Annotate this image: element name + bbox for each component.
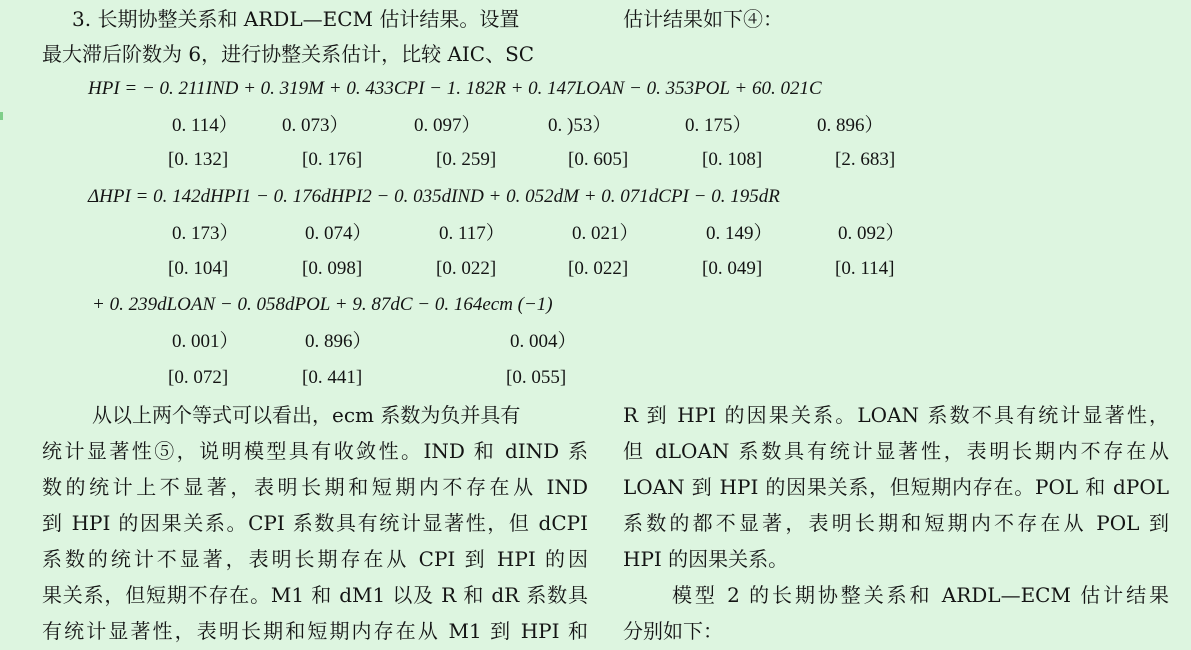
text-line-right: 估计结果如下④： bbox=[623, 7, 783, 31]
body-right-line: 分别如下： bbox=[623, 619, 723, 643]
margin-marker bbox=[0, 112, 3, 120]
eq2c-se-3: 0. 004） bbox=[510, 331, 577, 352]
body-right-line: 但 dLOAN 系数具有统计显著性，表明长期内不存在从 bbox=[623, 439, 1169, 463]
body-right-line: 模型 2 的长期协整关系和 ARDL—ECM 估计结果 bbox=[672, 583, 1169, 607]
eq1-se-5: 0. 175） bbox=[685, 115, 752, 136]
eq2-se-6: 0. 092） bbox=[838, 223, 905, 244]
eq1-t-5: [0. 108] bbox=[702, 149, 763, 170]
eq1-t-6: [2. 683] bbox=[835, 149, 896, 170]
body-right-line: 系数的都不显著，表明长期和短期内不存在从 POL 到 bbox=[623, 511, 1169, 535]
eq2c-t-1: [0. 072] bbox=[168, 367, 229, 388]
eq2-t-2: [0. 098] bbox=[302, 258, 363, 279]
eq2-t-4: [0. 022] bbox=[568, 258, 629, 279]
equation-2: ΔHPI = 0. 142dHPI1 − 0. 176dHPI2 − 0. 035dIND + 0. 052dM + 0. 071dCPI − 0. 195dR bbox=[88, 186, 780, 207]
body-left-line: 系数的统计不显著，表明长期存在从 CPI 到 HPI 的因 bbox=[42, 547, 588, 571]
eq2c-se-1: 0. 001） bbox=[172, 331, 239, 352]
eq1-se-6: 0. 896） bbox=[817, 115, 884, 136]
eq2-se-3: 0. 117） bbox=[439, 223, 505, 244]
eq1-t-2: [0. 176] bbox=[302, 149, 363, 170]
eq2-se-2: 0. 074） bbox=[305, 223, 372, 244]
eq1-se-3: 0. 097） bbox=[414, 115, 481, 136]
eq1-se-1: 0. 114） bbox=[172, 115, 238, 136]
section-heading-line: 3. 长期协整关系和 ARDL—ECM 估计结果。设置 bbox=[72, 7, 520, 31]
body-left-line: 果关系，但短期不存在。M1 和 dM1 以及 R 和 dR 系数具 bbox=[42, 583, 588, 607]
eq2c-t-3: [0. 055] bbox=[506, 367, 567, 388]
eq2c-se-2: 0. 896） bbox=[305, 331, 372, 352]
body-right-line: R 到 HPI 的因果关系。LOAN 系数不具有统计显著性， bbox=[623, 403, 1169, 427]
body-right-line: HPI 的因果关系。 bbox=[623, 547, 789, 571]
eq2-t-3: [0. 022] bbox=[436, 258, 497, 279]
eq1-t-4: [0. 605] bbox=[568, 149, 629, 170]
eq2-t-1: [0. 104] bbox=[168, 258, 229, 279]
eq1-t-1: [0. 132] bbox=[168, 149, 229, 170]
eq2-se-1: 0. 173） bbox=[172, 223, 239, 244]
body-left-line: 从以上两个等式可以看出，ecm 系数为负并具有 bbox=[92, 403, 521, 427]
body-left-line: 有统计显著性，表明长期和短期内存在从 M1 到 HPI 和 bbox=[42, 619, 588, 643]
eq2-t-5: [0. 049] bbox=[702, 258, 763, 279]
eq2-t-6: [0. 114] bbox=[835, 258, 895, 279]
equation-1: HPI = − 0. 211IND + 0. 319M + 0. 433CPI − 1. 182R + 0. 147LOAN − 0. 353POL + 60. 021C bbox=[88, 78, 822, 99]
body-left-line: 到 HPI 的因果关系。CPI 系数具有统计显著性，但 dCPI bbox=[42, 511, 588, 535]
eq1-t-3: [0. 259] bbox=[436, 149, 497, 170]
body-left-line: 数的统计上不显著，表明长期和短期内不存在从 IND bbox=[42, 475, 588, 499]
body-left-line: 统计显著性⑤，说明模型具有收敛性。IND 和 dIND 系 bbox=[42, 439, 588, 463]
equation-2-continued: + 0. 239dLOAN − 0. 058dPOL + 9. 87dC − 0. 164ecm (−1) bbox=[92, 294, 553, 315]
body-right-line: LOAN 到 HPI 的因果关系，但短期内存在。POL 和 dPOL bbox=[623, 475, 1169, 499]
eq1-se-4: 0. )53） bbox=[548, 115, 612, 136]
eq2-se-4: 0. 021） bbox=[572, 223, 639, 244]
eq2-se-5: 0. 149） bbox=[706, 223, 773, 244]
text-line: 最大滞后阶数为 6，进行协整关系估计，比较 AIC、SC bbox=[42, 42, 535, 66]
eq2c-t-2: [0. 441] bbox=[302, 367, 363, 388]
eq1-se-2: 0. 073） bbox=[282, 115, 349, 136]
